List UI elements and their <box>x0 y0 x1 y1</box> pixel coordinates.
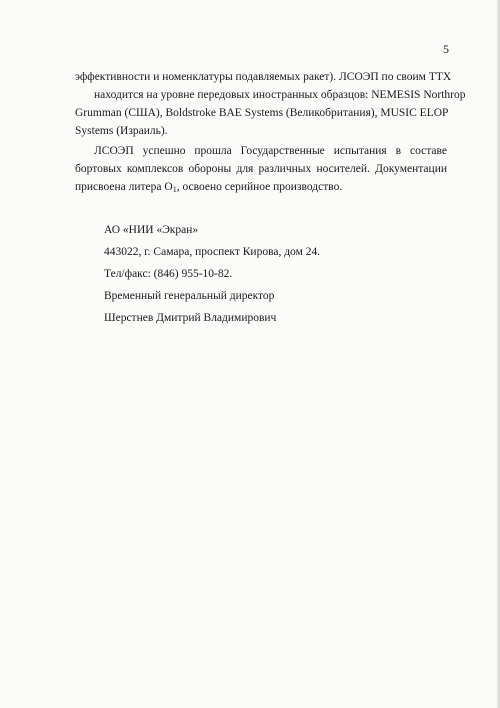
paragraph-line: ЛСОЭП успешно прошла Государственные испытания в составе <box>94 145 447 157</box>
litera-prefix: присвоена литера О <box>75 181 173 193</box>
paragraph-line: бортовых комплексов обороны для различных носителей. Документации <box>75 163 447 175</box>
litera-subscript: 1 <box>172 185 177 194</box>
paragraph-competitors <box>75 68 466 140</box>
contact-block <box>104 219 320 329</box>
organization-phone: Тел/факс: (846) 955-10-82. <box>104 268 233 280</box>
organization-address: 443022, г. Самара, проспект Кирова, дом 24. <box>104 246 321 258</box>
paragraph-line: Grumman (США), Boldstroke BAE Systems (Великобритания), MUSIC ELOP <box>75 107 449 119</box>
paragraph-line: находится на уровне передовых иностранных образцов: NEMESIS Northrop <box>94 89 466 101</box>
litera-suffix: , освоено серийное производство. <box>176 181 343 193</box>
paragraph-line: эффективности и номенклатуры подавляемых ракет). ЛСОЭП по своим ТТХ <box>75 71 452 83</box>
director-name: Шерстнев Дмитрий Владимирович <box>104 312 277 324</box>
director-position: Временный генеральный директор <box>104 290 275 302</box>
organization-name: АО «НИИ «Экран» <box>104 224 199 236</box>
paragraph-line-litera <box>75 178 447 199</box>
page-number: 5 <box>443 42 449 56</box>
paragraph-line: Systems (Израиль). <box>75 125 168 137</box>
paragraph-testing <box>75 142 447 199</box>
